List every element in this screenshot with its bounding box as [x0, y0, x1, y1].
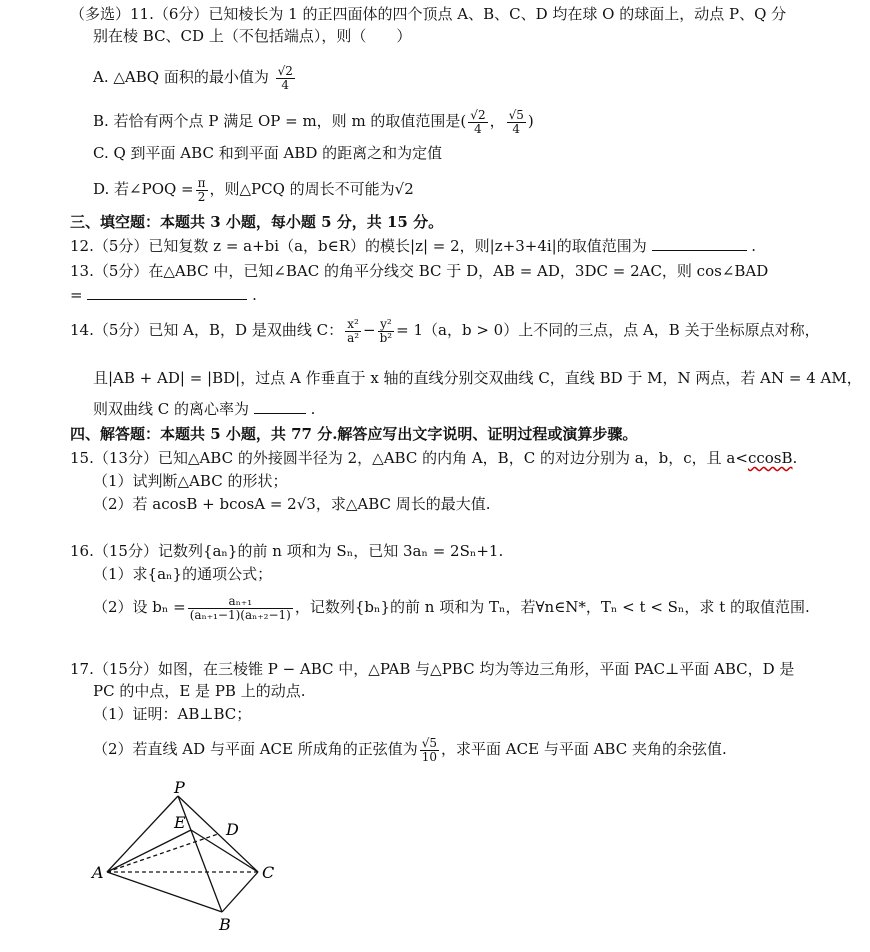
label-A: A	[92, 863, 104, 882]
frac-den: (aₙ₊₁−1)(aₙ₊₂−1)	[189, 607, 291, 622]
frac-num: x²	[345, 318, 361, 332]
q13-equals: =	[70, 286, 83, 304]
q11-line1: （多选）11.（6分）已知棱长为 1 的正四面体的四个顶点 A、B、C、D 均在球 O 的球面上，动点 P、Q 分	[70, 5, 787, 23]
q15-sub1: （1）试判断△ABC 的形状；	[93, 472, 288, 490]
q16-line1: 16.（15分）记数列{aₙ}的前 n 项和为 Sₙ，已知 3aₙ = 2Sₙ+1.	[70, 542, 504, 560]
q15-wavy-text: ccosB	[747, 449, 793, 467]
frac-num: √5	[508, 107, 524, 122]
frac-den: 10	[421, 749, 438, 764]
q17-sub2-rest: ，求平面 ACE 与平面 ABC 夹角的余弦值.	[441, 740, 727, 758]
frac-num: √2	[277, 63, 293, 78]
q17-line2: PC 的中点，E 是 PB 上的动点.	[93, 682, 306, 700]
q12: 12.（5分）已知复数 z = a+bi（a，b∈R）的模长|z| = 2，则|z+3+4i|的取值范围为 .	[70, 237, 757, 255]
frac-den: a²	[347, 330, 360, 345]
frac-num: π	[197, 175, 206, 190]
q16-sub2-rest: ，记数列{bₙ}的前 n 项和为 Tₙ，若∀n∈N*，Tₙ < t < Sₙ，求 t 的取值范围.	[294, 598, 810, 616]
frac-num: √5	[421, 735, 438, 750]
label-C: C	[262, 863, 275, 882]
q11-option-d-text: D. 若∠POQ =	[93, 180, 194, 198]
q16-sub2-text: （2）设 bₙ =	[93, 598, 186, 616]
q11-option-b: B. 若恰有两个点 P 满足 OP = m，则 m 的取值范围是( $\frac{√2}{4}$ ， $\frac{√5}{4}$ )	[93, 107, 534, 136]
edge-AB	[107, 872, 222, 912]
q13-line1: 13.（5分）在△ABC 中，已知∠BAC 的角平分线交 BC 于 D，AB = AD，3DC = 2AC，则 cos∠BAD	[70, 262, 769, 280]
q15-text: 15.（13分）已知△ABC 的外接圆半径为 2，△ABC 的内角 A，B，C 的对边分别为 a，b，c，且 a<	[70, 449, 748, 467]
segment-EC	[191, 830, 258, 872]
section-3-heading: 三、填空题：本题共 3 小题，每小题 5 分，共 15 分。	[70, 213, 444, 231]
q11-option-b-close: )	[527, 112, 534, 130]
q11-option-a-text: A. △ABQ 面积的最小值为	[93, 68, 269, 86]
frac-num: aₙ₊₁	[188, 595, 293, 609]
frac-den: 4	[281, 77, 290, 92]
q15-sub2: （2）若 acosB + bcosA = 2√3，求△ABC 周长的最大值.	[93, 495, 491, 513]
frac-num: √2	[470, 107, 486, 122]
q17-sub2-text: （2）若直线 AD 与平面 ACE 所成角的正弦值为	[93, 740, 418, 758]
q12-text: 12.（5分）已知复数 z = a+bi（a，b∈R）的模长|z| = 2，则|z+3+4i|的取值范围为	[70, 237, 647, 255]
label-P: P	[174, 778, 185, 797]
label-E: E	[174, 813, 186, 832]
section-4-heading: 四、解答题：本题共 5 小题，共 77 分.解答应写出文字说明、证明过程或演算步骤。	[70, 425, 638, 443]
edge-BC	[222, 872, 258, 912]
label-B: B	[219, 915, 231, 934]
segment-AD-hidden	[107, 834, 218, 872]
q11-option-d-rest: ，则△PCQ 的周长不可能为√2	[209, 180, 414, 198]
q14-line3-text: 则双曲线 C 的离心率为	[93, 400, 250, 418]
frac-num: y²	[378, 318, 395, 332]
frac-den: b²	[379, 330, 393, 345]
q13-line2: = .	[70, 286, 257, 304]
q17-line1: 17.（15分）如图，在三棱锥 P − ABC 中，△PAB 与△PBC 均为等边三角形，平面 PAC⊥平面 ABC，D 是	[70, 660, 795, 678]
q11-line2: 别在棱 BC、CD 上（不包括端点），则（ ）	[93, 27, 412, 45]
label-D: D	[226, 820, 239, 839]
edge-AP	[107, 796, 178, 872]
q11-option-c: C. Q 到平面 ABC 和到平面 ABD 的距离之和为定值	[93, 144, 443, 162]
frac-den: 4	[512, 121, 521, 136]
q17-sub1: （1）证明：AB⊥BC；	[93, 705, 252, 723]
q15-period: .	[792, 449, 798, 467]
q16-sub1: （1）求{aₙ}的通项公式；	[93, 565, 273, 583]
frac-den: 2	[197, 189, 206, 204]
q14-line2: 且|AB + AD| = |BD|，过点 A 作垂直于 x 轴的直线分别交双曲线 C，直线 BD 于 M，N 两点，若 AN = 4 AM，	[93, 369, 862, 387]
q14-line3: 则双曲线 C 的离心率为 .	[93, 400, 316, 418]
edge-PC	[178, 796, 258, 872]
q14-text-rest: = 1（a，b > 0）上不同的三点，点 A，B 关于坐标原点对称，	[396, 321, 820, 339]
q14-minus: −	[363, 321, 376, 339]
q11-option-b-text: B. 若恰有两个点 P 满足 OP = m，则 m 的取值范围是(	[93, 112, 467, 130]
frac-den: 4	[474, 121, 482, 136]
q14-text: 14.（5分）已知 A，B，D 是双曲线 C：	[70, 321, 344, 339]
segment-AE	[107, 830, 191, 872]
